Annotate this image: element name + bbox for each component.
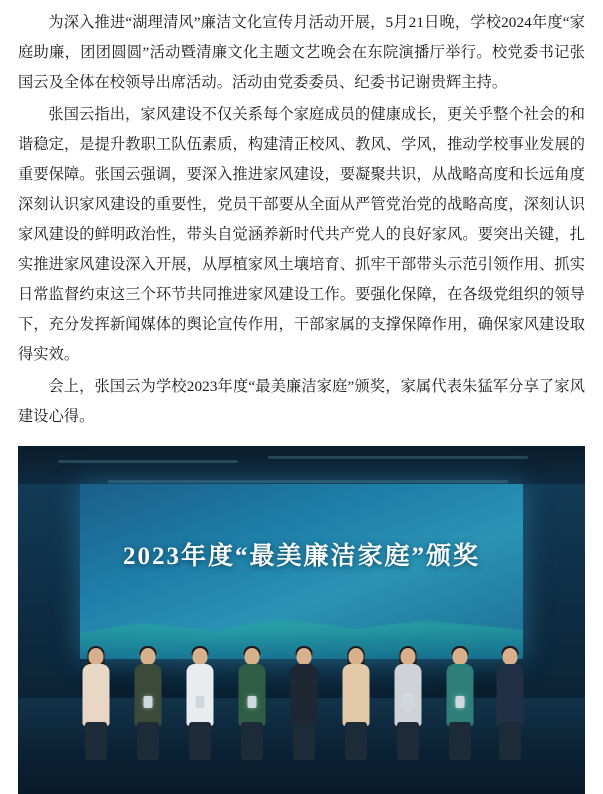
trophy xyxy=(144,696,153,708)
body xyxy=(239,664,266,726)
body xyxy=(447,664,474,726)
trophy xyxy=(456,696,465,708)
paragraph-2: 张国云指出，家风建设不仅关系每个家庭成员的健康成长，更关乎整个社会的和谐稳定，是提升教职工队伍素质，构建清正校风、教风、学风，推动学校事业发展的重要保障。张国云强调，要深入推进家风建设，要凝聚共识，从战略高度和长远角度深刻认识家风建设的重要性，党员干部要从全面从严管党治党的战略高度，深刻认识家风建设的鲜明政治性，带头自觉涵养新时代共产党人的良好家风。要突出关键，扎实推进家风建设深入开展，从厚植家风土壤培育、抓牢干部带头示范引领作用、抓实日常监督约束这三个环节共同推进家风建设工作。要强化保障，在各级党组织的领导下，充分发挥新闻媒体的舆论宣传作用，干部家属的支撑保障作用，确保家风建设取得实效。 xyxy=(18,106,585,363)
trophy xyxy=(248,696,257,708)
person xyxy=(125,648,171,760)
head xyxy=(193,648,208,665)
legs xyxy=(189,722,211,760)
body xyxy=(187,664,214,726)
person xyxy=(487,648,533,760)
stage-led-screen xyxy=(80,484,523,659)
paragraph-1: 为深入推进“湖理清风”廉洁文化宣传月活动开展，5月21日晚，学校2024年度“家庭助廉，团团圆圆”活动暨清廉文化主题文艺晚会在东院演播厅举行。校党委书记张国云及全体在校领导出席活动。活动由党委委员、纪委书记谢贵辉主持。 xyxy=(18,14,585,91)
person xyxy=(177,648,223,760)
person xyxy=(73,648,119,760)
body xyxy=(291,664,318,726)
body xyxy=(83,664,110,726)
body xyxy=(395,664,422,726)
legs xyxy=(449,722,471,760)
legs xyxy=(499,722,521,760)
person xyxy=(437,648,483,760)
article-body xyxy=(18,8,585,432)
trophy xyxy=(404,696,413,708)
head xyxy=(297,648,312,665)
legs xyxy=(85,722,107,760)
left-wall xyxy=(18,484,80,699)
paragraph-3: 会上，张国云为学校2023年度“最美廉洁家庭”颁奖，家属代表朱猛军分享了家风建设心得。 xyxy=(18,378,585,425)
body xyxy=(135,664,162,726)
event-photo xyxy=(18,446,585,794)
head xyxy=(349,648,364,665)
person xyxy=(281,648,327,760)
trophy xyxy=(196,696,205,708)
person xyxy=(333,648,379,760)
legs xyxy=(137,722,159,760)
body xyxy=(343,664,370,726)
legs xyxy=(241,722,263,760)
legs xyxy=(345,722,367,760)
head xyxy=(453,648,468,665)
head xyxy=(503,648,518,665)
screen-title-text: 2023年度“最美廉洁家庭”颁奖 xyxy=(122,543,480,570)
photo-scene xyxy=(18,446,585,794)
person xyxy=(385,648,431,760)
head xyxy=(245,648,260,665)
head xyxy=(141,648,156,665)
legs xyxy=(293,722,315,760)
award-recipients-group xyxy=(73,640,533,760)
person xyxy=(229,648,275,760)
body xyxy=(497,664,524,726)
legs xyxy=(397,722,419,760)
head xyxy=(89,648,104,665)
head xyxy=(401,648,416,665)
